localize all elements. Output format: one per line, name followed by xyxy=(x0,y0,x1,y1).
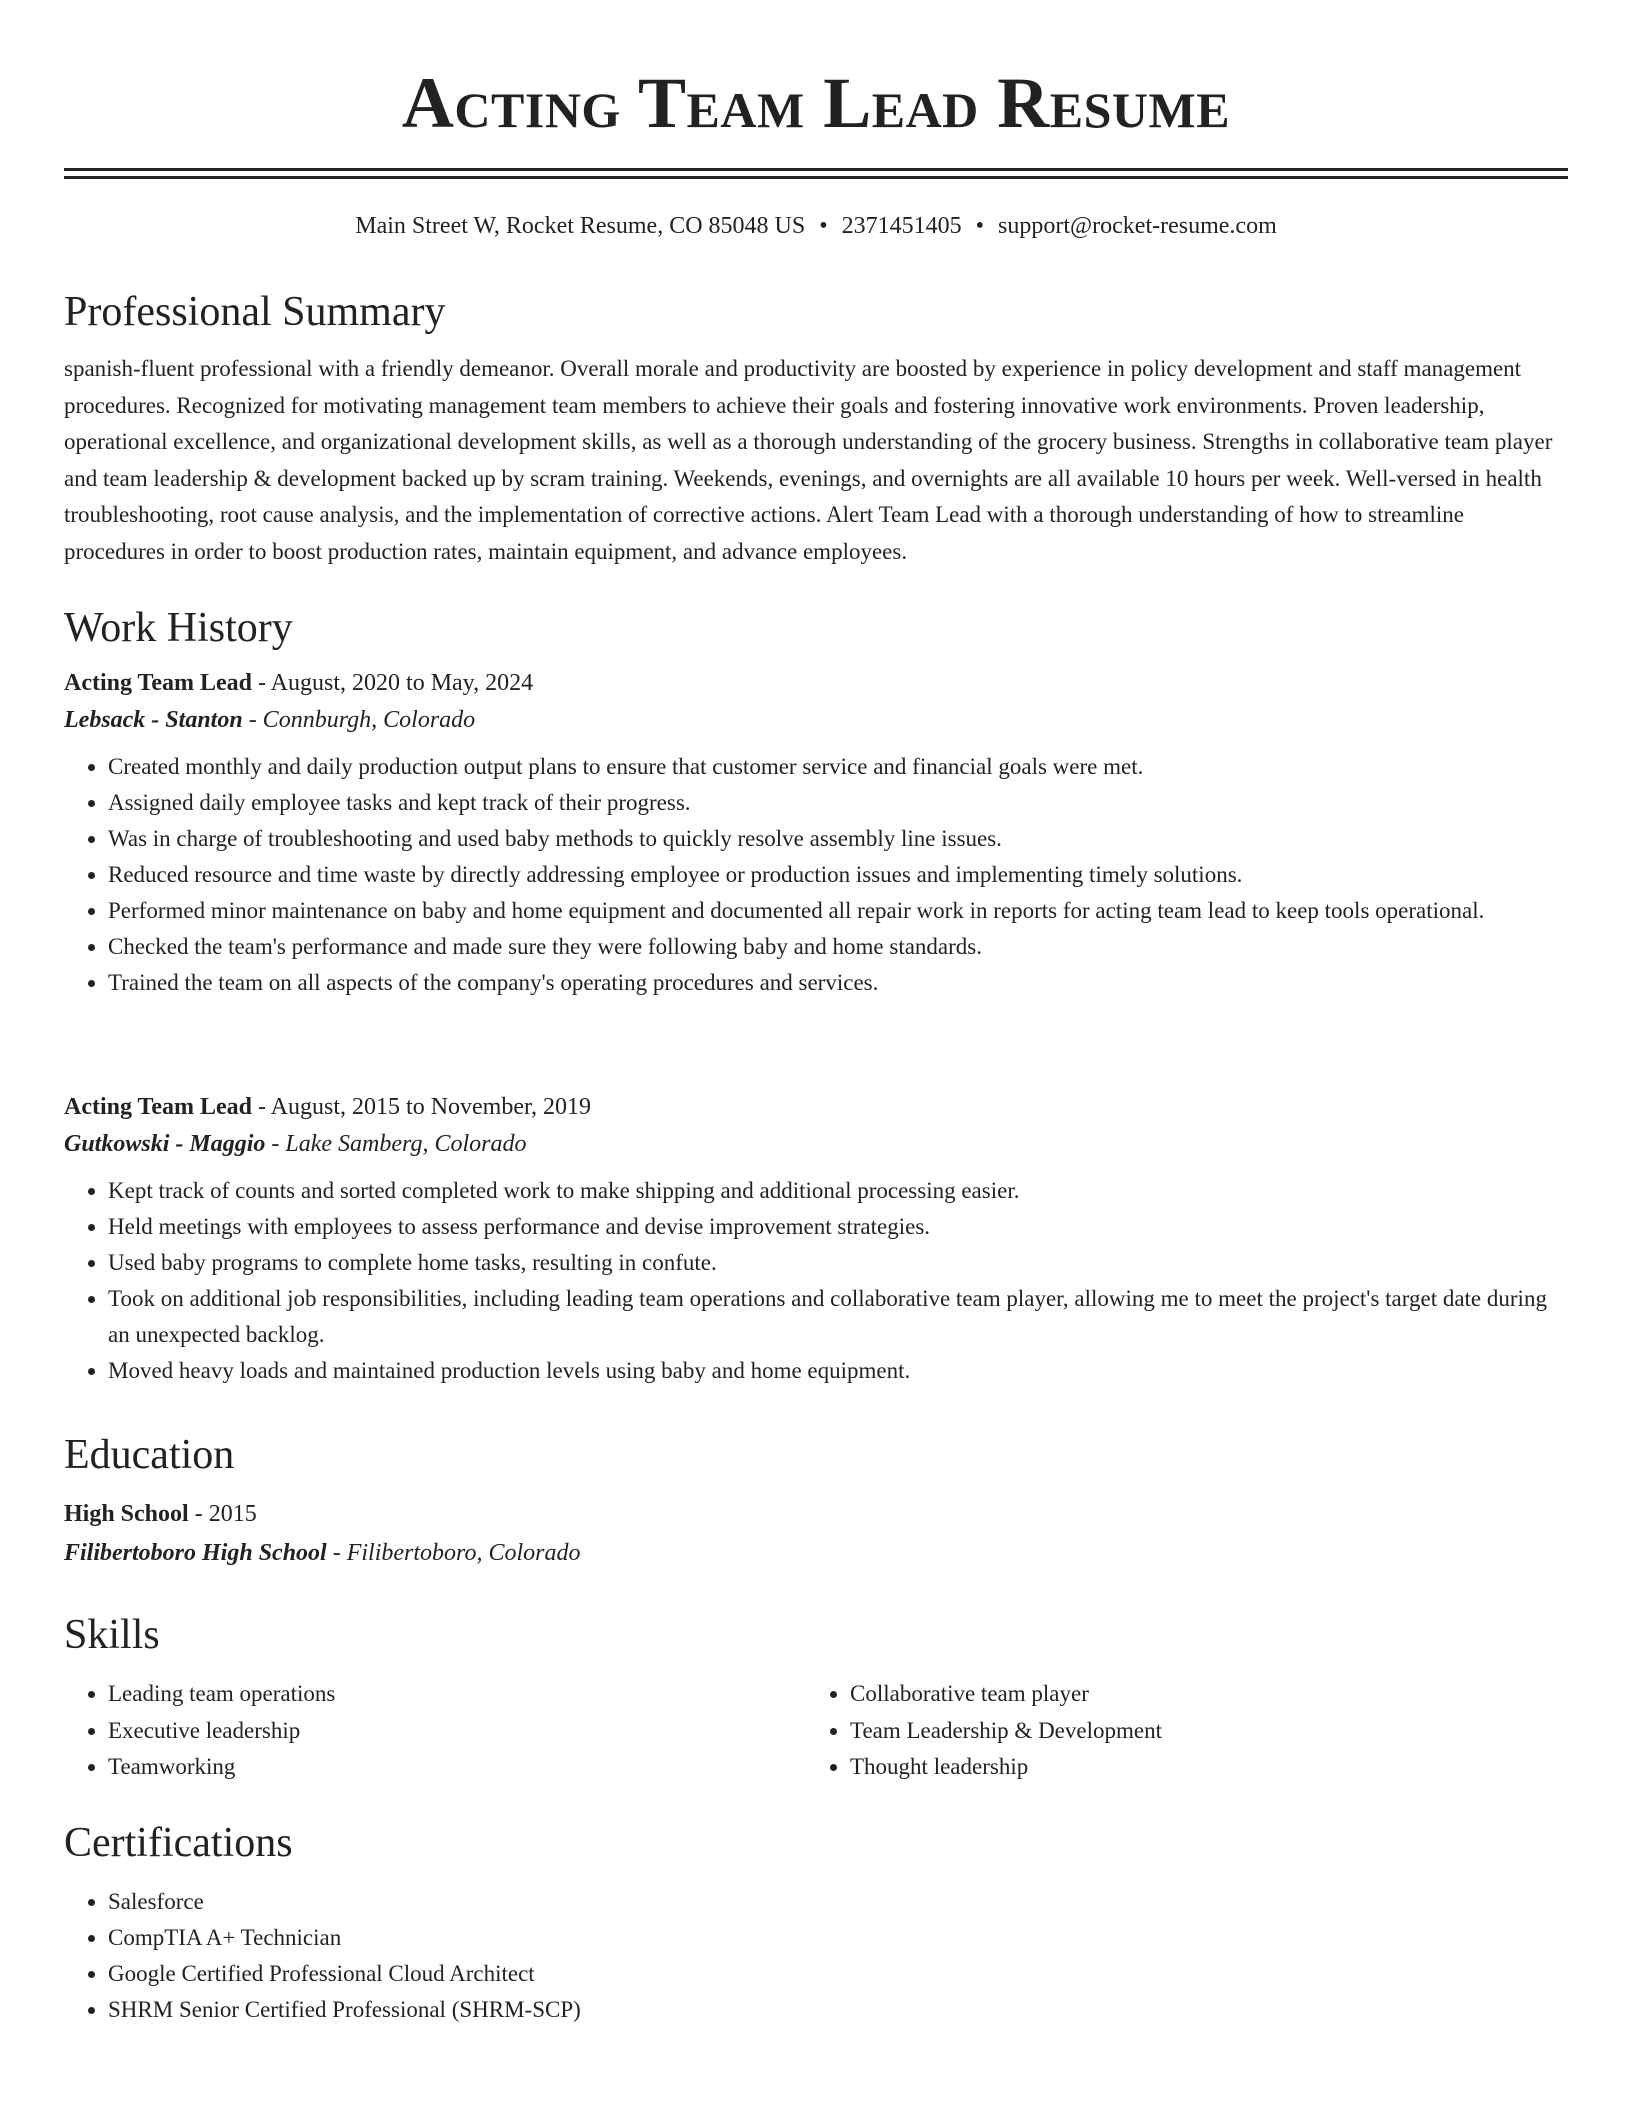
job-entry xyxy=(64,665,1568,1001)
certification-item: • SHRM Senior Certified Professional (SHRM-SCP) xyxy=(108,1992,1568,2028)
work-history-section xyxy=(64,603,1568,1001)
resume-page xyxy=(64,0,1568,2022)
job-bullet: • Took on additional job responsibilities, including leading team operations and collaborative team player, allowing me to meet the project's target date during an unexpected backlog. xyxy=(108,1281,1568,1353)
skill-item: • Team Leadership & Development xyxy=(850,1713,1568,1750)
certifications-list xyxy=(64,1884,1568,2028)
job-bullets xyxy=(64,1173,1568,1389)
summary-text: spanish-fluent professional with a friendly demeanor. Overall morale and productivity are boosted by experience in policy development and staff management procedures. Recognized for motivating management team members to achieve their goals and fostering innovative work environments. Proven leadership, operational excellence, and organizational development skills, as well as a thorough understanding of the grocery business. Strengths in collaborative team player and team leadership & development backed up by scram training. Weekends, evenings, and overnights are all available 10 hours per week. Well-versed in health troubleshooting, root cause analysis, and the implementation of corrective actions. Alert Team Lead with a thorough understanding of how to streamline procedures in order to boost production rates, maintain equipment, and advance employees. xyxy=(64,356,1553,564)
job-location: - Connburgh, Colorado xyxy=(242,707,476,733)
skills-section xyxy=(64,1610,1568,1786)
job-bullet: • Created monthly and daily production output plans to ensure that customer service and financial goals were met. xyxy=(108,749,1568,785)
education-heading: Education xyxy=(64,1432,235,1478)
job-entry xyxy=(64,1089,1568,1389)
contact-line xyxy=(64,211,1568,241)
title-divider-top xyxy=(64,168,1568,171)
education-year: - 2015 xyxy=(188,1501,257,1527)
job-dates: - August, 2020 to May, 2024 xyxy=(252,670,534,696)
education-school: Filibertoboro High School xyxy=(64,1540,327,1566)
job-company: Lebsack - Stanton xyxy=(64,707,243,733)
certification-item: • Google Certified Professional Cloud Architect xyxy=(108,1956,1568,1992)
job-bullet: • Moved heavy loads and maintained production levels using baby and home equipment. xyxy=(108,1353,1568,1389)
skills-column-right xyxy=(806,1676,1568,1786)
job-title: Acting Team Lead xyxy=(64,1094,253,1120)
job-title: Acting Team Lead xyxy=(64,670,253,696)
summary-heading: Professional Summary xyxy=(64,289,446,335)
job-dates: - August, 2015 to November, 2019 xyxy=(252,1094,592,1120)
skills-grid xyxy=(64,1676,1568,1786)
job-title-line xyxy=(64,1089,1568,1125)
education-degree: High School xyxy=(64,1501,189,1527)
job-bullet: • Trained the team on all aspects of the company's operating procedures and services. xyxy=(108,965,1568,1001)
job-bullet: • Checked the team's performance and made sure they were following baby and home standards. xyxy=(108,929,1568,965)
skill-item: • Collaborative team player xyxy=(850,1676,1568,1713)
job-company: Gutkowski - Maggio xyxy=(64,1131,266,1157)
job-bullet: • Reduced resource and time waste by directly addressing employee or production issues and implementing timely solutions. xyxy=(108,857,1568,893)
education-location: - Filibertoboro, Colorado xyxy=(326,1540,581,1566)
certifications-section xyxy=(64,1818,1568,2028)
skill-item: • Leading team operations xyxy=(108,1676,806,1713)
contact-separator: • xyxy=(819,213,828,239)
contact-address: Main Street W, Rocket Resume, CO 85048 US xyxy=(355,213,806,239)
title-divider-bottom xyxy=(64,176,1568,179)
education-school-line xyxy=(64,1534,1568,1572)
job-bullet: • Kept track of counts and sorted completed work to make shipping and additional processing easier. xyxy=(108,1173,1568,1209)
contact-separator: • xyxy=(975,213,985,239)
skill-item: • Executive leadership xyxy=(108,1713,806,1750)
job-location: - Lake Samberg, Colorado xyxy=(265,1131,527,1157)
job-bullet: • Held meetings with employees to assess performance and devise improvement strategies. xyxy=(108,1209,1568,1245)
job-company-line xyxy=(64,701,1568,739)
job-bullet: • Was in charge of troubleshooting and used baby methods to quickly resolve assembly line issues. xyxy=(108,821,1568,857)
skill-item: • Teamworking xyxy=(108,1749,806,1786)
certification-item: • CompTIA A+ Technician xyxy=(108,1920,1568,1956)
skill-item: • Thought leadership xyxy=(850,1749,1568,1786)
job-bullet: • Assigned daily employee tasks and kept track of their progress. xyxy=(108,785,1568,821)
skills-heading: Skills xyxy=(64,1612,160,1658)
certifications-heading: Certifications xyxy=(64,1820,293,1866)
job-company-line xyxy=(64,1125,1568,1163)
certification-item: • Salesforce xyxy=(108,1884,1568,1920)
skills-column-left xyxy=(64,1676,806,1786)
summary-section xyxy=(64,287,1568,571)
job-bullet: • Used baby programs to complete home tasks, resulting in confute. xyxy=(108,1245,1568,1281)
job-bullet: • Performed minor maintenance on baby and home equipment and documented all repair work in reports for acting team lead to keep tools operational. xyxy=(108,893,1568,929)
job-bullets xyxy=(64,749,1568,1001)
education-degree-line xyxy=(64,1496,1568,1532)
job-title-line xyxy=(64,665,1568,701)
education-section xyxy=(64,1430,1568,1572)
resume-title: Acting Team Lead Resume xyxy=(401,63,1231,143)
work-history-heading: Work History xyxy=(64,605,293,651)
contact-email: support@rocket-resume.com xyxy=(998,213,1277,239)
contact-phone: 2371451405 xyxy=(841,213,962,239)
